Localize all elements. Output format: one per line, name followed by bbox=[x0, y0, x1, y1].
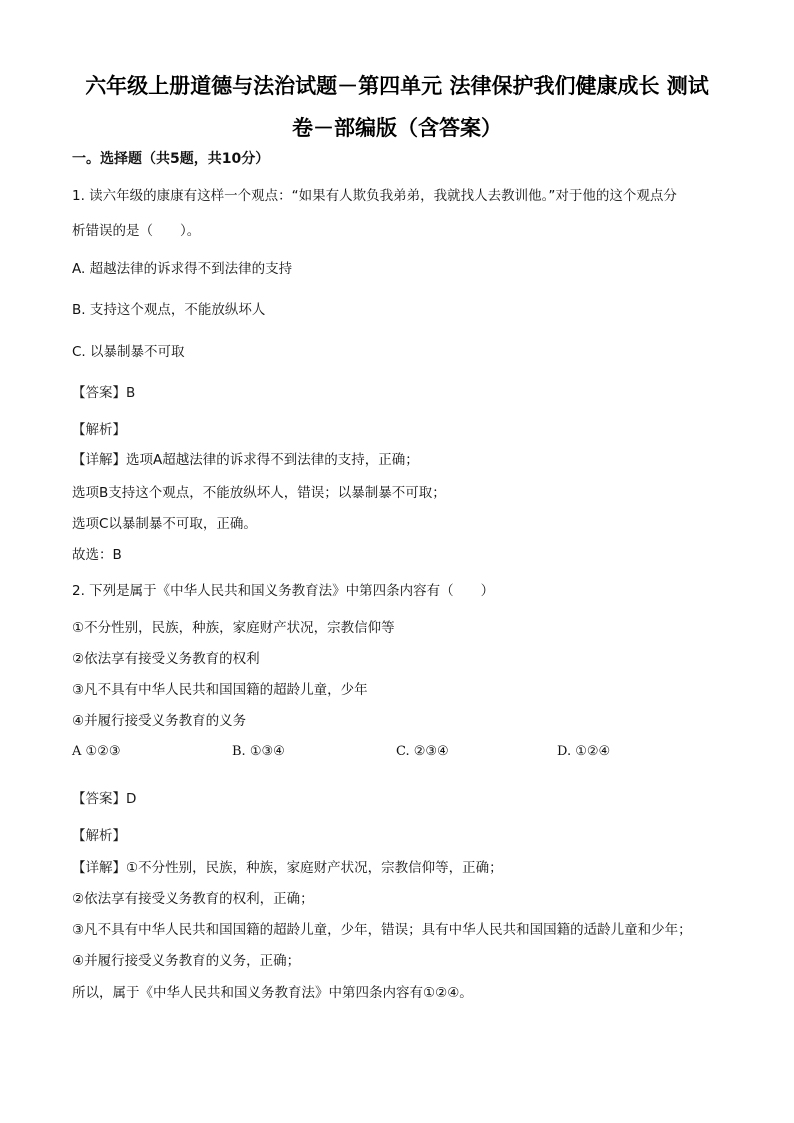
q2-conclusion: 所以，属于《中华人民共和国义务教育法》中第四条内容有①②④。 bbox=[72, 985, 473, 1001]
q2-analysis-label: 【解析】 bbox=[72, 828, 126, 844]
q2-detail-2: ②依法享有接受义务教育的权利，正确； bbox=[72, 891, 314, 907]
document-title-line-1: 六年级上册道德与法治试题－第四单元 法律保护我们健康成长 测试 bbox=[85, 73, 709, 98]
q2-item-3: ③凡不具有中华人民共和国国籍的超龄儿童，少年 bbox=[72, 682, 368, 698]
q1-detail-3: 选项C以暴制暴不可取，正确。 bbox=[72, 516, 257, 532]
q1-option-b: B. 支持这个观点，不能放纵坏人 bbox=[72, 302, 266, 318]
q2-stem: 2. 下列是属于《中华人民共和国义务教育法》中第四条内容有（ ） bbox=[72, 583, 495, 599]
q1-stem-line-1: 1. 读六年级的康康有这样一个观点：“如果有人欺负我弟弟，我就找人去教训他。”对于他的这个观点分 bbox=[72, 188, 677, 204]
document-title-line-2: 卷－部编版（含答案） bbox=[292, 115, 502, 140]
q2-detail-3: ③凡不具有中华人民共和国国籍的超龄儿童，少年，错误；具有中华人民共和国国籍的适龄儿童和少年； bbox=[72, 922, 692, 938]
q2-item-1: ①不分性别，民族，种族，家庭财产状况，宗教信仰等 bbox=[72, 620, 395, 636]
q2-option-d: D. ①②④ bbox=[557, 744, 611, 759]
q1-detail-1: 【详解】选项A超越法律的诉求得不到法律的支持，正确； bbox=[72, 452, 419, 468]
section-heading: 一。选择题（共5题，共10分） bbox=[72, 151, 270, 167]
q2-item-2: ②依法享有接受义务教育的权利 bbox=[72, 651, 260, 667]
q2-option-c: C. ②③④ bbox=[396, 744, 449, 759]
q1-analysis-label: 【解析】 bbox=[72, 422, 126, 438]
q2-option-b: B. ①③④ bbox=[232, 744, 285, 759]
q2-option-a: A ①②③ bbox=[72, 744, 121, 759]
q2-item-4: ④并履行接受义务教育的义务 bbox=[72, 713, 247, 729]
q1-detail-2: 选项B支持这个观点，不能放纵坏人，错误；以暴制暴不可取； bbox=[72, 485, 446, 501]
q2-answer: 【答案】D bbox=[72, 791, 137, 807]
q1-answer: 【答案】B bbox=[72, 385, 136, 401]
q2-detail-1: 【详解】①不分性别，民族，种族，家庭财产状况，宗教信仰等，正确； bbox=[72, 860, 503, 876]
q1-option-c: C. 以暴制暴不可取 bbox=[72, 344, 185, 360]
q2-detail-4: ④并履行接受义务教育的义务，正确； bbox=[72, 953, 301, 969]
q1-stem-line-2: 析错误的是（ ）。 bbox=[72, 223, 201, 239]
q1-conclusion: 故选：B bbox=[72, 547, 122, 563]
q1-option-a: A. 超越法律的诉求得不到法律的支持 bbox=[72, 261, 293, 277]
